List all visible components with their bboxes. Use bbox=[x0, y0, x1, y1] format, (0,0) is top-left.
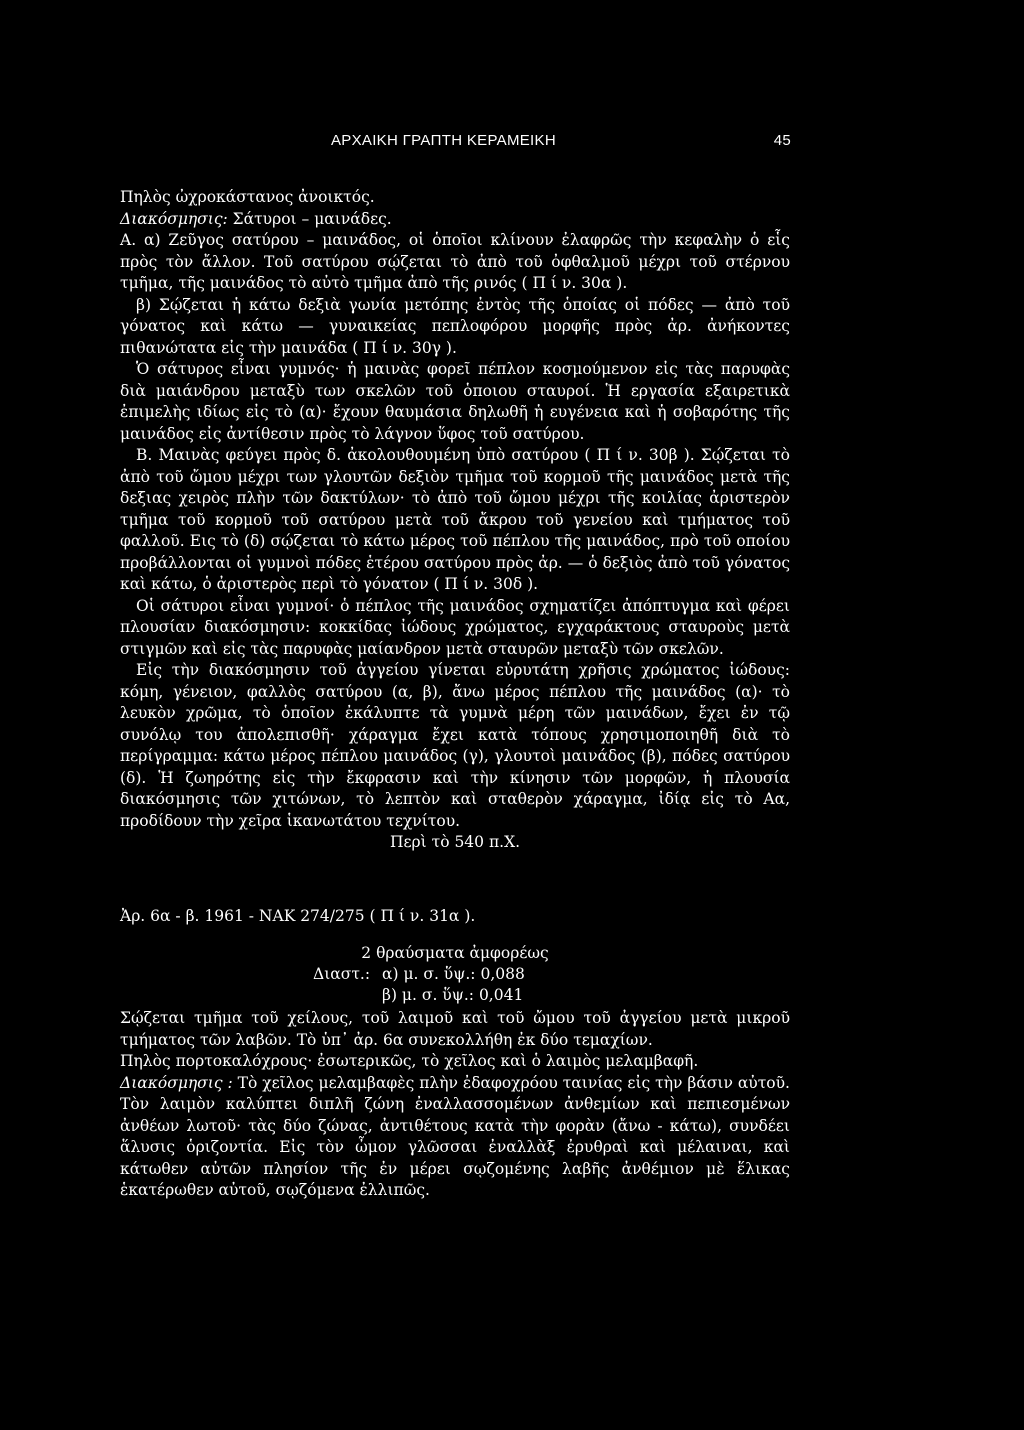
catalog-line: Ἀρ. 6α - β. 1961 - ΝΑΚ 274/275 ( Π ί ν. 31α ). bbox=[120, 907, 476, 925]
paragraph-e: Οἱ σάτυροι εἶναι γυμνοί· ὁ πέπλος τῆς μαινάδος σχηματίζει ἀπόπτυγμα καὶ φέρει πλουσίαν διακόσμησιν: κοκκίδας ἰώδους χρώματος, εγχαράκτους σταυροὺς μετὰ στιγμῶν καὶ εἰς τὰς παρυφὰς μαίανδρον μετὰ σταυρῶν μεταξὺ τῶν σκελῶν. bbox=[120, 596, 790, 658]
entry-5-description bbox=[120, 187, 790, 854]
paragraph-f: Εἰς τὴν διακόσμησιν τοῦ ἀγγείου γίνεται εὐρυτάτη χρῆσις χρώματος ἰώδους: κόμη, γένειον, φαλλὸς σατύρου (α, β), ἄνω μέρος πέπλου τῆς μαινάδος (α)· τὸ λευκὸν χρῶμα, τὸ ὁποῖον ἐκάλυπτε τὰ γυμνὰ μέρη τῶν μαινάδων, ἔχει ἐν τῷ συνόλῳ του ἀπολεπισθῆ· χάραγμα ἔχει κατὰ τόπους χρησιμοποιηθῆ διὰ τὸ περίγραμμα: κάτω μέρος πέπλου μαινάδος (γ), γλουτοὶ μαινάδος (β), πόδες σατύρου (δ). Ἡ ζωηρότης εἰς τὴν ἔκφρασιν καὶ τὴν κίνησιν τῶν μορφῶν, ἡ πλουσία διακόσμησις τῶν χιτώνων, τὸ λεπτὸν καὶ σταθερὸν χάραγμα, ἰδίᾳ εἰς τὸ Αα, προδίδουν τὴν χεῖρα ἱκανωτάτου τεχνίτου. bbox=[120, 661, 790, 830]
decoration-paragraph-2 bbox=[120, 1073, 790, 1202]
decoration-label: Διακόσμησις: bbox=[120, 209, 228, 228]
header-title: ΑΡΧΑΙΚΗ ΓΡΑΠΤΗ ΚΕΡΑΜΕΙΚΗ bbox=[331, 132, 556, 149]
paragraph-a: Α. α) Ζεῦγος σατύρου – μαινάδος, οἱ ὁποῖοι κλίνουν ἐλαφρῶς τὴν κεφαλὴν ὁ εἷς πρὸς τὸν ἄλλον. Τοῦ σατύρου σῴζεται τὸ ἀπὸ τοῦ ὀφθαλμοῦ μέχρι τοῦ στέρνου τμῆμα, τῆς μαινάδος τὸ αὐτὸ τμῆμα ἀπὸ τῆς ρινός ( Π ί ν. 30α ). bbox=[120, 231, 790, 292]
decoration-text-2: Τὸ χεῖλος μελαμβαφὲς πλὴν ἐδαφοχρόου ταινίας εἰς τὴν βάσιν αὐτοῦ. Τὸν λαιμὸν καλύπτει διπλῆ ζώνη ἐναλλασσομένων ἀνθεμίων καὶ πεπιεσμένων ἀνθέων λωτοῦ· τὰς δύο ζώνας, ἀντιθέτους κατὰ τὴν φορὰν (ἄνω - κάτω), συνδέει ἅλυσις ὁριζοντία. Εἰς τὸν ὦμον γλῶσσαι ἐναλλὰξ ἐρυθραὶ καὶ μέλαιναι, καὶ κάτωθεν αὐτῶν πλησίον τῆς ἐν μέρει σῳζομένης λαβῆς ἀνθέμιον μὲ ἕλικας ἑκατέρωθεν αὐτοῦ, σῳζόμενα ἐλλιπῶς. bbox=[120, 1073, 790, 1199]
paragraph-d: Β. Μαινὰς φεύγει πρὸς δ. ἀκολουθουμένη ὑπὸ σατύρου ( Π ί ν. 30β ). Σῴζεται τὸ ἀπὸ τοῦ ὤμου μέχρι των γλουτῶν δεξιὸν τμῆμα τοῦ κορμοῦ τῆς μαινάδος μετὰ τῆς δεξιας χειρὸς πλὴν τῶν δακτύλων· τὸ ἀπὸ τοῦ ὤμου μέχρι τῆς κοιλίας ἀριστερὸν τμῆμα τοῦ κορμοῦ τοῦ σατύρου μετὰ τοῦ ἄκρου τοῦ γενείου καὶ τμήματος τοῦ φαλλοῦ. Εις τὸ (δ) σῴζεται τὸ κάτω μέρος τοῦ πέπλου τῆς μαινάδος, πρὸ τοῦ οποίου προβάλλονται οἱ γυμνοὶ πόδες ἑτέρου σατύρου πρὸς ἀρ. — ὁ δεξιὸς ἀπὸ τοῦ γόνατος καὶ κάτω, ὁ ἀριστερὸς περὶ τὸ γόνατον ( Π ί ν. 30δ ). bbox=[120, 446, 790, 593]
decoration-line bbox=[120, 209, 790, 231]
entry-6-description bbox=[120, 906, 790, 1202]
page-number: 45 bbox=[773, 132, 791, 149]
decoration-text: Σάτυροι – μαινάδες. bbox=[227, 209, 392, 228]
clay-description-2: Πηλὸς πορτοκαλόχρους· ἐσωτερικῶς, τὸ χεῖλος καὶ ὁ λαιμὸς μελαμβαφῆ. bbox=[120, 1052, 699, 1070]
clay-description: Πηλὸς ὠχροκάστανος ἀνοικτός. bbox=[120, 188, 375, 206]
preservation-text: Σῴζεται τμῆμα τοῦ χείλους, τοῦ λαιμοῦ καὶ τοῦ ὤμου τοῦ ἀγγείου μετὰ μικροῦ τμήματος τῶν λαβῶν. Τὸ ὑπ᾽ ἀρ. 6α συνεκολλήθη ἐκ δύο τεμαχίων. bbox=[120, 1009, 790, 1049]
running-header bbox=[331, 132, 791, 154]
paragraph-c: Ὁ σάτυρος εἶναι γυμνός· ἡ μαινὰς φορεῖ πέπλον κοσμούμενον εἰς τὰς παρυφὰς διὰ μαιάνδρου μεταξὺ των σκελῶν τοῦ ὁποιου σταυροί. Ἡ εργασία εξαιρετικὰ ἐπιμελὴς ιδίως εἰς τὸ (α)· ἔχουν θαυμάσια δηλωθῆ ἡ ευγένεια καὶ ἡ σοβαρότης τῆς μαινάδος εἰς ἀντίθεσιν πρὸς τὸ λάγνον ὕφος τοῦ σατύρου. bbox=[120, 360, 790, 443]
paragraph-b: β) Σῴζεται ἡ κάτω δεξιὰ γωνία μετόπης ἐντὸς τῆς ὁποίας οἱ πόδες — ἀπὸ τοῦ γόνατος καὶ κάτω — γυναικείας πεπλοφόρου μορφῆς πρὸς ἀρ. ἀνήκοντες πιθανώτατα εἰς τὴν μαινάδα ( Π ί ν. 30γ ). bbox=[120, 295, 790, 357]
dimensions-label: Διαστ.: bbox=[313, 965, 371, 983]
dimension-b: β) μ. σ. ὕψ.: 0,041 bbox=[382, 986, 524, 1004]
dimensions-block bbox=[120, 964, 790, 1029]
decoration-label-2: Διακόσμησις : bbox=[120, 1073, 233, 1092]
fragments-title: 2 θραύσματα ἀμφορέως bbox=[361, 943, 549, 962]
dimension-a: α) μ. σ. ὕψ.: 0,088 bbox=[382, 965, 525, 983]
dating: Περὶ τὸ 540 π.Χ. bbox=[389, 833, 521, 851]
